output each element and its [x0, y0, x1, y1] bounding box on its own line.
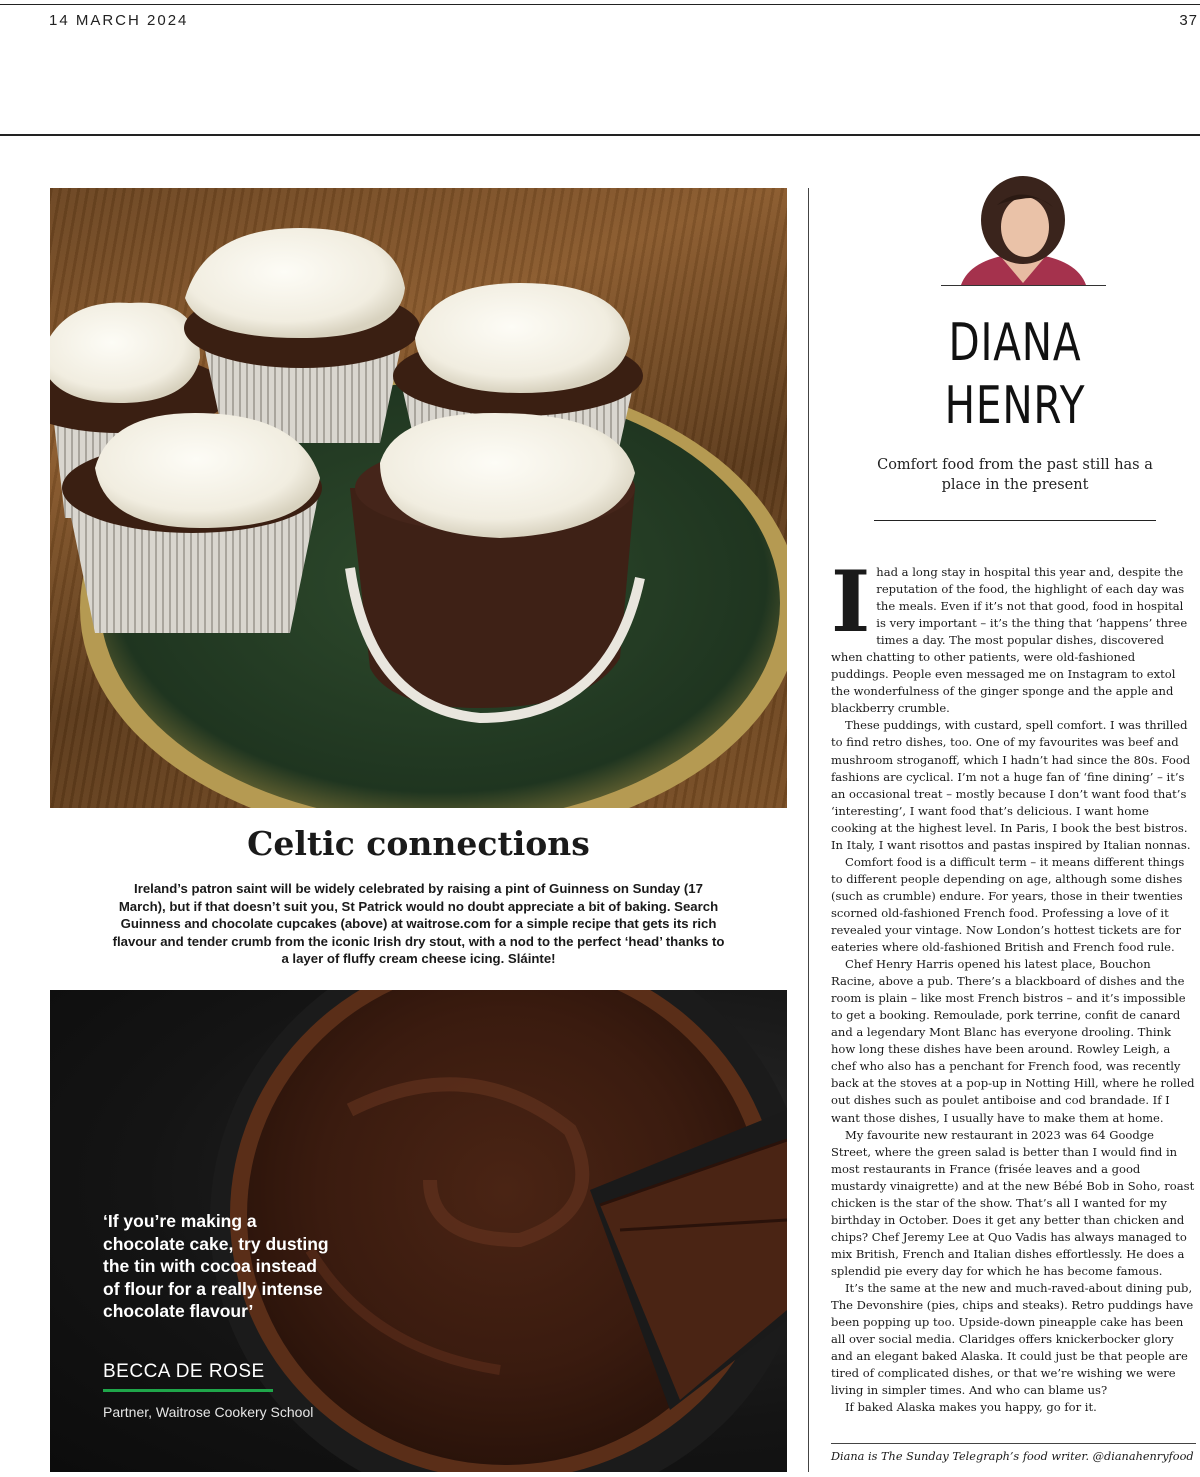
column-standfirst: Comfort food from the past still has a place in the present	[877, 457, 1153, 493]
drop-cap: I	[831, 552, 871, 651]
byline-rule	[831, 1443, 1196, 1444]
author-byline: Diana is The Sunday Telegraph’s food writer. @dianahenryfood	[831, 1450, 1194, 1463]
body-paragraph: My favourite new restaurant in 2023 was 64 Goodge Street, where the green salad is better than I would find in most restaurants in France (frisée leaves and a good mustardy vinaigrette) and at the new Bébé Bob in Soho, roast chicken is the star of the show. That’s all I wanted for my birthday in October. Does it get any better than chicken and chips? Chef Jeremy Lee at Quo Vadis has always managed to mix British, French and Italian dishes effortlessly. He does a splendid pie every day for which he has become famous.	[831, 1127, 1195, 1278]
issue-date: 14 MARCH 2024	[49, 12, 189, 29]
body-paragraph: Chef Henry Harris opened his latest place, Bouchon Racine, above a pub. There’s a blackboard of dishes and the room is plain – like most French bistros – and it’s impossible to get a booking. Remoulade, pork terrine, confit de canard and a legendary Mont Blanc has everyone drooling. Think how long these dishes have been around. Rowley Leigh, a chef who also has a penchant for French food, was recently back at the stoves at a pop-up in Notting Hill, where he rolled out dishes such as poulet antiboise and cod brandade. If I want those dishes, I usually have to make them at home.	[831, 957, 1195, 1125]
quote-author-role: Partner, Waitrose Cookery School	[103, 1404, 314, 1420]
pull-quote: ‘If you’re making a chocolate cake, try dusting the tin with cocoa instead of flour for a really intense chocolate flavour’	[103, 1211, 329, 1321]
body-paragraph: It’s the same at the new and much-raved-about dining pub, The Devonshire (pies, chips and steaks). Retro puddings have been popping up too. Upside-down pineapple cake has been all over social media. Claridges offers knickerbocker glory and an elegant baked Alaska. It could just be that people are tired of complicated dishes, or that we’re wishing we were living in simpler times. And who can blame us?	[831, 1280, 1194, 1398]
author-last-name: HENRY	[944, 376, 1086, 436]
feature-headline: Celtic connections	[247, 824, 590, 863]
body-paragraph: These puddings, with custard, spell comfort. I was thrilled to find retro dishes, too. One of my favourites was beef and mushroom stroganoff, which I hadn’t had since the 80s. Food fashions are cyclical. I’m not a huge fan of ‘fine dining’ – it’s an occasional treat – mostly because I don’t want food that’s ‘interesting’, I want food that’s delicious. I want home cooking at the highest level. In Paris, I book the best bistros. In Italy, I want risottos and pastas inspired by Italian nonnas.	[831, 718, 1191, 852]
body-paragraph: Comfort food is a difficult term – it means different things to different people depending on age, although some dishes (such as crumble) endure. For years, those in their twenties scorned old-fashioned French food. Professing a love of it revealed your vintage. Now London’s hottest tickets are for eateries where old-fashioned British and French food rule.	[831, 854, 1185, 955]
standfirst-rule	[874, 520, 1156, 521]
author-name	[871, 312, 1160, 438]
header-rule	[0, 134, 1200, 136]
column-body	[831, 552, 1196, 1416]
quote-author-name: BECCA DE ROSE	[103, 1361, 265, 1382]
first-paragraph-text: had a long stay in hospital this year and, despite the reputation of the food, the highlight of each day was the meals. Even if it’s not that good, food in hospital is very important – it’s the thing that ‘happens’ three times a day. The most popular dishes, discovered when chatting to other patients, were old-fashioned puddings. People even messaged me on Instagram to extol the wonderfulness of the ginger sponge and the apple and blackberry crumble.	[831, 565, 1188, 716]
page-number: 37	[1179, 12, 1198, 29]
body-paragraph	[831, 552, 1196, 717]
author-portrait	[941, 165, 1106, 286]
body-paragraph: If baked Alaska makes you happy, go for it.	[845, 1400, 1097, 1415]
author-first-name: DIANA	[948, 313, 1082, 373]
top-rule	[0, 4, 1200, 5]
cupcakes-photo	[50, 188, 787, 808]
column-divider	[808, 188, 809, 1472]
quote-accent-rule	[103, 1389, 273, 1392]
feature-intro: Ireland’s patron saint will be widely celebrated by raising a pint of Guinness on Sunday (17 March), but if that doesn’t suit you, St Patrick would no doubt appreciate a bit of baking. Search Guinness and chocolate cupcakes (above) at waitrose.com for a simple recipe that gets its rich flavour and tender crumb from the iconic Irish dry stout, with a nod to the perfect ‘head’ thanks to a layer of fluffy cream cheese icing. Sláinte!	[112, 881, 725, 966]
